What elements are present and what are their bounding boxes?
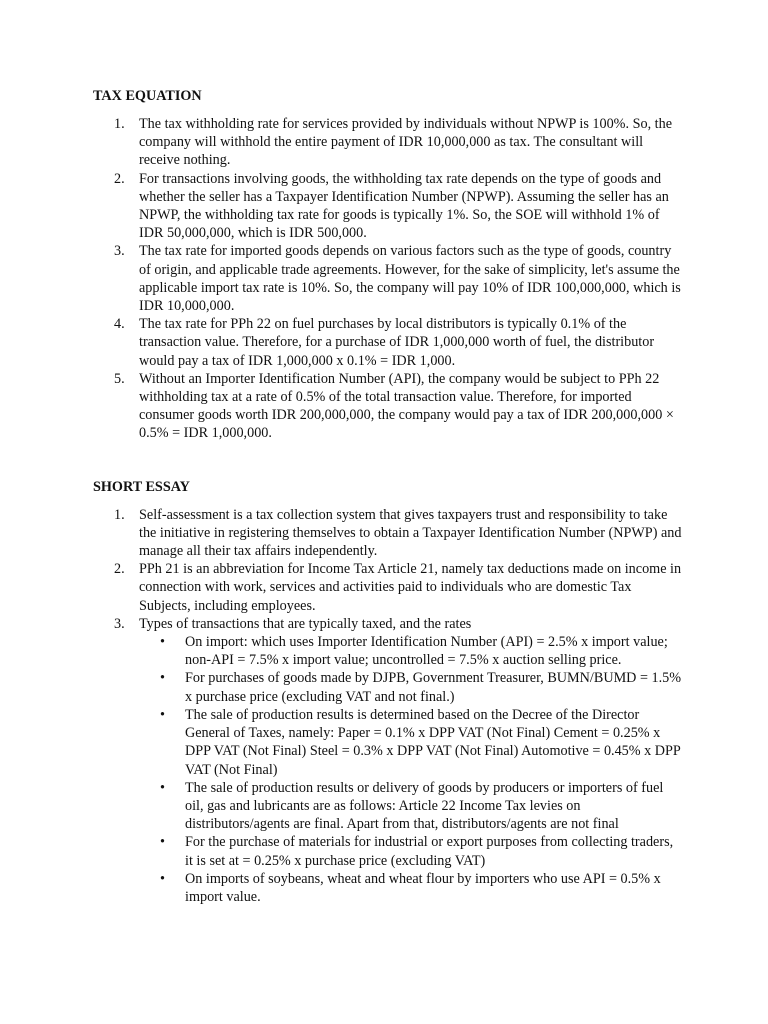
list-item	[93, 170, 683, 243]
item-text: For transactions involving goods, the withholding tax rate depends on the type of goods and whether the seller has a Taxpayer Identification Number (NPWP). Assuming the seller has an NPWP, the withholding tax rate for goods is typically 1%. So, the SOE will withhold 1% of IDR 50,000,000, which is IDR 500,000.	[139, 170, 669, 242]
bullet-icon: •	[160, 779, 165, 796]
item-text: The tax rate for imported goods depends on various factors such as the type of goods, country of origin, and applicable trade agreements. However, for the sake of simplicity, let's assume the applicable import tax rate is 10%. So, the company will pay 10% of IDR 100,000,000, which is IDR 10,000,000.	[139, 243, 681, 315]
item-number: 1.	[114, 506, 125, 523]
bullet-icon: •	[160, 634, 165, 651]
item-number: 3.	[114, 243, 125, 260]
list-item	[93, 315, 683, 370]
list-item	[93, 115, 683, 170]
item-number: 3.	[114, 615, 125, 632]
item-text: The tax rate for PPh 22 on fuel purchases by local distributors is typically 0.1% of the transaction value. Therefore, for a purchase of IDR 1,000,000 worth of fuel, the distributor would pay a tax of IDR 1,000,000 x 0.1% = IDR 1,000.	[139, 316, 655, 369]
bullet-icon: •	[160, 670, 165, 687]
transaction-types-list	[139, 633, 683, 906]
item-number: 4.	[114, 316, 125, 333]
bullet-item	[139, 870, 683, 906]
bullet-text: The sale of production results or delivery of goods by producers or importers of fuel oil, gas and lubricants are as follows: Article 22 Income Tax levies on distributors/agents are final. Apart from that, distributors/agents are not final	[185, 779, 664, 833]
item-text: The tax withholding rate for services provided by individuals without NPWP is 100%. So, the company will withhold the entire payment of IDR 10,000,000 as tax. The consultant will receive nothing.	[139, 116, 673, 169]
bullet-item	[139, 779, 683, 834]
item-number: 2.	[114, 170, 125, 187]
bullet-item	[139, 706, 683, 779]
short-essay-section	[93, 477, 683, 906]
item-number: 2.	[114, 561, 125, 578]
item-text: Self-assessment is a tax collection system that gives taxpayers trust and responsibility to take the initiative in registering themselves to obtain a Taxpayer Identification Number (NPWP) and manage all their tax affairs independently.	[139, 506, 682, 560]
item-number: 5.	[114, 370, 125, 387]
bullet-text: For the purchase of materials for industrial or export purposes from collecting traders, it is set at = 0.25% x purchase price (excluding VAT)	[185, 834, 674, 869]
bullet-item	[139, 669, 683, 705]
item-text: Without an Importer Identification Number (API), the company would be subject to PPh 22 withholding tax at a rate of 0.5% of the total transaction value. Therefore, for imported consumer goods worth IDR 200,000,000, the company would pay a tax of IDR 200,000,000 × 0.5% = IDR 1,000,000.	[139, 370, 674, 442]
document-page	[93, 86, 683, 906]
tax-equation-heading: TAX EQUATION	[93, 88, 202, 104]
bullet-text: The sale of production results is determined based on the Decree of the Director General of Taxes, namely: Paper = 0.1% x DPP VAT (Not Final) Cement = 0.25% x DPP VAT (Not Final) Steel = 0.3% x DPP VAT (Not Final) Automotive = 0.45% x DPP VAT (Not Final)	[185, 706, 681, 778]
list-item	[93, 506, 683, 561]
list-item	[93, 615, 683, 906]
bullet-item	[139, 833, 683, 869]
bullet-text: For purchases of goods made by DJPB, Government Treasurer, BUMN/BUMD = 1.5% x purchase price (excluding VAT and not final.)	[185, 670, 682, 705]
bullet-icon: •	[160, 706, 165, 723]
bullet-icon: •	[160, 834, 165, 851]
item-text: Types of transactions that are typically taxed, and the rates	[139, 615, 472, 632]
item-text: PPh 21 is an abbreviation for Income Tax Article 21, namely tax deductions made on income in connection with work, services and activities paid to individuals who are domestic Tax Subjects, including employees.	[139, 561, 682, 614]
list-item	[93, 560, 683, 615]
tax-equation-list	[93, 115, 683, 443]
short-essay-list	[93, 506, 683, 906]
item-number: 1.	[114, 116, 125, 132]
list-item	[93, 242, 683, 315]
list-item	[93, 370, 683, 443]
bullet-icon: •	[160, 870, 165, 887]
bullet-text: On import: which uses Importer Identification Number (API) = 2.5% x import value; non-API = 7.5% x import value; uncontrolled = 7.5% x auction selling price.	[185, 634, 668, 669]
short-essay-heading: SHORT ESSAY	[93, 478, 190, 495]
tax-equation-section	[93, 86, 683, 443]
bullet-text: On imports of soybeans, wheat and wheat flour by importers who use API = 0.5% x import value.	[185, 870, 661, 905]
bullet-item	[139, 633, 683, 669]
